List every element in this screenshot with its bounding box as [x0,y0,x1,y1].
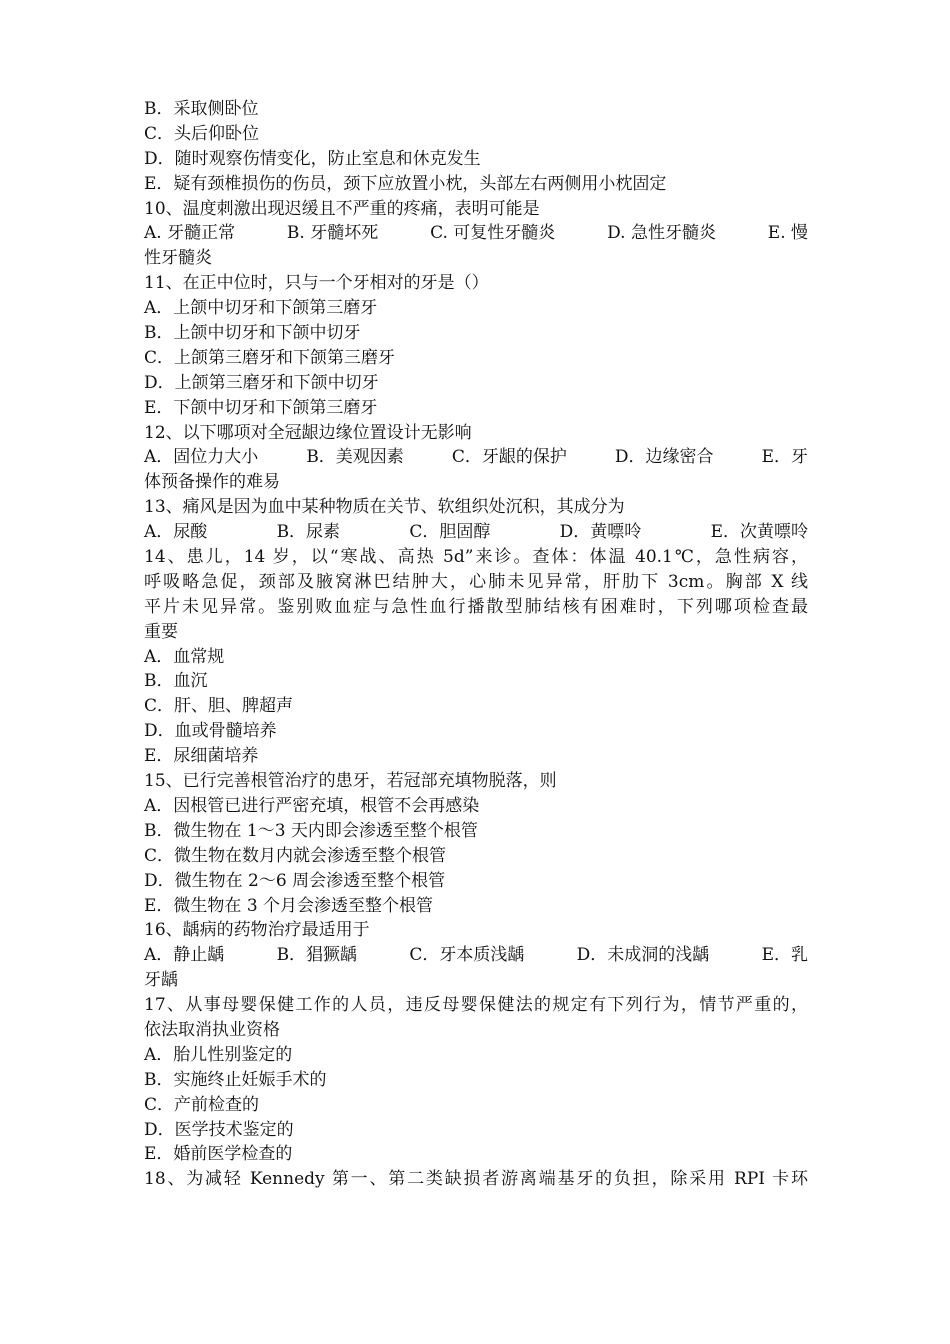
answer-option: C. 可复性牙髓炎 [430,223,556,244]
answer-option: B．美观因素 [306,447,404,468]
text-line: A．血常规 [144,646,225,667]
answer-option: D．黄嘌呤 [559,522,642,543]
question-stem: 14、患儿，14 岁，以“寒战、高热 5d”来诊。查体：体温 40.1℃，急性病容， [144,547,808,568]
answer-options-row [144,445,808,470]
question-stem: 18、为减轻 Kennedy 第一、第二类缺损者游离端基牙的负担，除采用 RPI 卡环 [144,1169,808,1190]
answer-options-row [144,943,808,968]
text-line: B．采取侧卧位 [144,99,259,119]
answer-option: A. 牙髓正常 [144,223,236,244]
text-line: C．微生物在数月内就会渗透至整个根管 [144,845,447,866]
answer-option: C．胆固醇 [409,522,491,543]
text-line: B．血沉 [144,671,208,692]
text-line: B．实施终止妊娠手术的 [144,1069,327,1090]
text-line: C．上颌第三磨牙和下颌第三磨牙 [144,347,396,368]
text-line: 性牙髓炎 [144,248,212,269]
text-line: E．下颌中切牙和下颌第三磨牙 [144,397,378,418]
question-stem: 13、痛风是因为血中某种物质在关节、软组织处沉积，其成分为 [144,497,625,518]
text-line: B．微生物在 1～3 天内即会渗透至整个根管 [144,820,478,841]
text-line: A．上颌中切牙和下颌第三磨牙 [144,298,378,319]
text-line: 呼吸略急促，颈部及腋窝淋巴结肿大，心肺未见异常，肝肋下 3cm。胸部 X 线 [144,571,808,592]
answer-options-row [144,221,808,246]
text-line: D．医学技术鉴定的 [144,1119,294,1140]
answer-option: E．次黄嘌呤 [710,522,808,543]
text-line: 依法取消执业资格 [144,1019,280,1040]
text-line: C．头后仰卧位 [144,123,260,144]
question-stem: 16、龋病的药物治疗最适用于 [144,920,370,941]
text-line: E．疑有颈椎损伤的伤员，颈下应放置小枕，头部左右两侧用小枕固定 [144,173,667,194]
text-line: 平片未见异常。鉴别败血症与急性血行播散型肺结核有困难时，下列哪项检查最 [144,596,808,617]
answer-option: A．固位力大小 [144,447,259,468]
answer-option: D．未成洞的浅龋 [576,945,710,966]
text-line: 体预备操作的难易 [144,472,280,493]
text-line: 牙龋 [144,970,178,991]
text-line: D．上颌第三磨牙和下颌中切牙 [144,372,379,393]
answer-option: C．牙龈的保护 [451,447,567,468]
question-stem: 11、在正中位时，只与一个牙相对的牙是（） [144,273,489,294]
answer-option: E．乳 [761,945,808,966]
question-stem: 10、温度刺激出现迟缓且不严重的疼痛，表明可能是 [144,198,540,219]
answer-option: B．猖獗龋 [276,945,358,966]
text-line: C．肝、胆、脾超声 [144,696,294,717]
answer-option: C．牙本质浅龋 [409,945,525,966]
question-stem: 17、从事母婴保健工作的人员，违反母婴保健法的规定有下列行为，情节严重的， [144,995,808,1016]
text-line: A．因根管已进行严密充填，根管不会再感染 [144,795,480,816]
answer-option: E．牙 [761,447,808,468]
text-line: E．尿细菌培养 [144,746,259,767]
answer-option: E. 慢 [767,223,808,244]
text-line: A．胎儿性别鉴定的 [144,1044,293,1065]
text-line: D．血或骨髓培养 [144,721,277,742]
question-stem: 15、已行完善根管治疗的患牙，若冠部充填物脱落，则 [144,771,557,792]
question-stem: 12、以下哪项对全冠龈边缘位置设计无影响 [144,422,472,443]
text-line: C．产前检查的 [144,1094,260,1115]
answer-option: B. 牙髓坏死 [286,223,379,244]
text-line: B．上颌中切牙和下颌中切牙 [144,323,361,344]
text-line: 重要 [144,621,178,642]
text-line: D．随时观察伤情变化，防止室息和休克发生 [144,148,481,169]
answer-option: A．静止龋 [144,945,225,966]
answer-option: A．尿酸 [144,522,208,543]
answer-option: D. 急性牙髓炎 [607,223,716,244]
text-line: D．微生物在 2～6 周会渗透至整个根管 [144,870,446,891]
text-line: E．微生物在 3 个月会渗透至整个根管 [144,895,434,916]
document-body [144,97,808,1192]
answer-options-row [144,520,808,545]
answer-option: B．尿素 [276,522,341,543]
answer-option: D．边缘密合 [614,447,714,468]
text-line: E．婚前医学检查的 [144,1144,293,1165]
